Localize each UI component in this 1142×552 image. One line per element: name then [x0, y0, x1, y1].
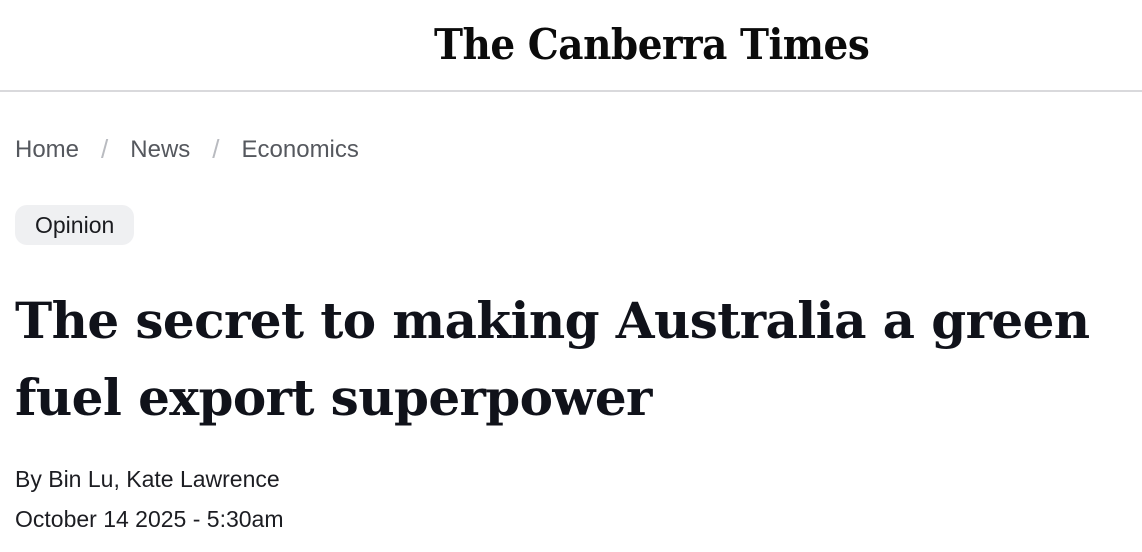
breadcrumb-home[interactable]: Home	[15, 135, 80, 163]
masthead	[0, 0, 1142, 92]
breadcrumb-economics[interactable]: Economics	[241, 135, 359, 163]
publish-date: October 14 2025 - 5:30am	[15, 506, 284, 532]
breadcrumb-news[interactable]: News	[130, 135, 191, 163]
article-headline: The secret to making Australia a green fuel export superpower	[15, 291, 1090, 427]
opinion-tag[interactable]: Opinion	[15, 205, 134, 245]
breadcrumb	[15, 134, 359, 165]
site-logo[interactable]: The Canberra Times	[434, 20, 870, 70]
byline-prefix: By	[15, 466, 49, 492]
breadcrumb-separator: /	[212, 134, 220, 164]
author-link[interactable]: Bin Lu	[48, 466, 114, 492]
byline-joiner: ,	[113, 466, 127, 492]
breadcrumb-separator: /	[101, 134, 109, 164]
byline	[15, 466, 280, 493]
author-link[interactable]: Kate Lawrence	[126, 466, 280, 492]
